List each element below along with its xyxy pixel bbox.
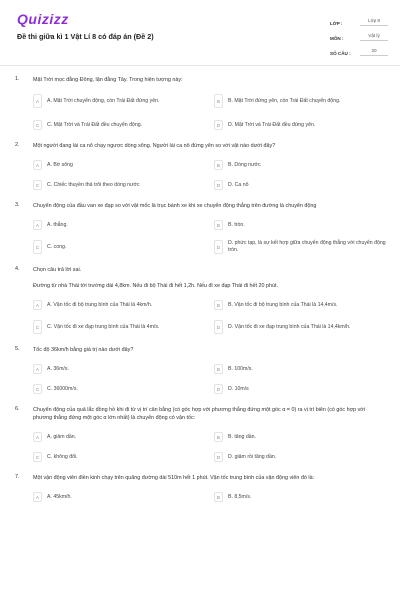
answer-options — [33, 220, 384, 254]
answer-option-d[interactable] — [214, 452, 386, 462]
question-5 — [0, 346, 400, 394]
option-text: B. tròn. — [228, 221, 245, 228]
meta-label: SỐ CÂU : — [330, 51, 351, 56]
option-letter-badge: B — [214, 94, 223, 108]
option-letter-badge: B — [214, 432, 223, 442]
option-text: B. 100m/s. — [228, 365, 253, 372]
answer-option-b[interactable] — [214, 492, 386, 502]
answer-option-b[interactable] — [214, 160, 386, 170]
option-letter-badge: B — [214, 220, 223, 230]
question-text: Tốc độ 36km/h bằng giá trị nào dưới đây? — [33, 347, 134, 353]
question-7 — [0, 474, 400, 502]
option-letter-badge: D — [214, 320, 223, 334]
option-letter-badge: D — [214, 384, 223, 394]
question-text: Chuyển động của đầu van xe đạp so với vật mốc là trục bánh xe khi xe chuyển động thẳng trên đường là chuyển động — [33, 203, 317, 209]
option-letter-badge: A — [33, 364, 42, 374]
question-3 — [0, 202, 400, 254]
page-title: Đề thi giữa kì 1 Vật Lí 8 có đáp án (Đề 2) — [17, 32, 154, 41]
option-text: B. tăng dần. — [228, 433, 256, 440]
option-text: D. Ca nô — [228, 181, 249, 188]
question-text: Một người đang lái ca nô chạy ngược dòng sông. Người lái ca nô đứng yên so với vật nào dưới đây? — [33, 143, 276, 149]
answer-option-b[interactable] — [214, 432, 386, 442]
answer-options — [33, 94, 384, 130]
answer-option-b[interactable] — [214, 364, 386, 374]
answer-option-d[interactable] — [214, 120, 386, 130]
answer-option-b[interactable] — [214, 300, 386, 310]
answer-option-d[interactable] — [214, 240, 386, 254]
answer-option-a[interactable] — [33, 492, 214, 502]
option-letter-badge: C — [33, 384, 42, 394]
answer-option-d[interactable] — [214, 180, 386, 190]
meta-value: Vật lý — [360, 33, 388, 41]
question-1 — [0, 76, 400, 130]
answer-option-a[interactable] — [33, 220, 214, 230]
answer-option-c[interactable] — [33, 240, 214, 254]
answer-options — [33, 160, 384, 190]
option-letter-badge: C — [33, 120, 42, 130]
answer-option-c[interactable] — [33, 320, 214, 334]
option-text: A. Vận tốc đi bộ trung bình của Thái là 4km/h. — [47, 301, 153, 308]
answer-option-a[interactable] — [33, 94, 214, 108]
option-text: C. Mặt Trời và Trái Đất đều chuyển động. — [47, 121, 143, 128]
meta-label: MÔN : — [330, 36, 344, 41]
question-subtext: Đường từ nhà Thái tới trường dài 4,8km. Nếu đi bộ Thái đi hết 1,2h. Nếu đi xe đạp Thái đi hết 20 phút. — [33, 283, 278, 289]
option-text: B. Mặt Trời đứng yên, còn Trái Đất chuyển động. — [228, 97, 341, 104]
option-letter-badge: B — [214, 364, 223, 374]
question-6 — [0, 406, 400, 462]
answer-options — [33, 300, 384, 334]
option-letter-badge: C — [33, 452, 42, 462]
option-letter-badge: C — [33, 240, 42, 254]
question-number: 2. — [15, 142, 20, 148]
option-letter-badge: B — [214, 300, 223, 310]
answer-option-a[interactable] — [33, 364, 214, 374]
question-text: Chuyển động của quả lắc đồng hồ khi đi từ vị trí cân bằng (có góc hợp với phương thẳng đứng một góc α = 0) ra vị trí biên (có góc hợp với phương thẳng đứng một góc α lớn nhất) là chuyển động có vận tốc: — [33, 407, 366, 421]
meta-value: Lớp 8 — [360, 18, 388, 26]
question-number: 6. — [15, 406, 20, 412]
meta-row-class — [330, 12, 388, 26]
question-text: Chọn câu trả lời sai. — [33, 267, 82, 273]
option-text: A. giảm dần. — [47, 433, 77, 440]
option-letter-badge: D — [214, 180, 223, 190]
option-text: C. 36000m/s. — [47, 385, 78, 392]
answer-options — [33, 492, 384, 502]
option-text: A. Bờ sông — [47, 161, 73, 168]
question-text: Một vận động viên điền kinh chạy trên quãng đường dài 510m hết 1 phút. Vận tốc trung bình của vận động viên đó là: — [33, 475, 315, 481]
option-text: A. Mặt Trời chuyển động, còn Trái Đất đứng yên. — [47, 97, 160, 104]
worksheet-header — [0, 0, 400, 66]
option-letter-badge: D — [214, 240, 223, 254]
answer-options — [33, 432, 384, 462]
option-letter-badge: A — [33, 220, 42, 230]
answer-option-b[interactable] — [214, 94, 386, 108]
question-number: 1. — [15, 76, 20, 82]
answer-option-a[interactable] — [33, 300, 214, 310]
option-text: B. Vận tốc đi bộ trung bình của Thái là 14,4m/s. — [228, 301, 338, 308]
option-letter-badge: B — [214, 160, 223, 170]
question-number: 7. — [15, 474, 20, 480]
answer-option-d[interactable] — [214, 320, 386, 334]
question-number: 4. — [15, 266, 20, 272]
meta-row-count — [330, 42, 388, 56]
option-text: B. 8,5m/s. — [228, 493, 252, 500]
question-list — [0, 76, 400, 502]
option-letter-badge: A — [33, 94, 42, 108]
option-text: A. 36m/s. — [47, 365, 69, 372]
option-letter-badge: D — [214, 452, 223, 462]
quizizz-logo: Quizizz — [17, 11, 69, 27]
option-letter-badge: C — [33, 320, 42, 334]
answer-option-c[interactable] — [33, 452, 214, 462]
option-letter-badge: A — [33, 492, 42, 502]
option-letter-badge: A — [33, 300, 42, 310]
meta-row-subject — [330, 27, 388, 41]
question-number: 3. — [15, 202, 20, 208]
answer-options — [33, 364, 384, 394]
option-letter-badge: B — [214, 492, 223, 502]
option-text: A. 45km/h. — [47, 493, 72, 500]
option-letter-badge: A — [33, 160, 42, 170]
meta-value: 20 — [360, 48, 388, 56]
option-letter-badge: C — [33, 180, 42, 190]
option-text: C. cong. — [47, 243, 67, 250]
question-4 — [0, 266, 400, 334]
option-text: C. không đổi. — [47, 453, 78, 460]
meta-label: LỚP : — [330, 21, 343, 26]
question-number: 5. — [15, 346, 20, 352]
answer-option-b[interactable] — [214, 220, 386, 230]
option-text: C. Chiếc thuyền thả trôi theo dòng nước — [47, 181, 140, 188]
option-text: D. phức tạp, là sự kết hợp giữa chuyển động thẳng với chuyển động tròn. — [228, 240, 386, 253]
option-text: C. Vận tốc đi xe đạp trung bình của Thái là 4m/s. — [47, 323, 160, 330]
option-text: D. 10m/s — [228, 385, 249, 392]
meta-info — [330, 12, 388, 57]
answer-option-c[interactable] — [33, 120, 214, 130]
option-text: D. giảm rồi tăng dần. — [228, 453, 277, 460]
answer-option-c[interactable] — [33, 384, 214, 394]
option-letter-badge: D — [214, 120, 223, 130]
answer-option-d[interactable] — [214, 384, 386, 394]
option-text: B. Dòng nước — [228, 161, 261, 168]
answer-option-c[interactable] — [33, 180, 214, 190]
question-2 — [0, 142, 400, 190]
answer-option-a[interactable] — [33, 160, 214, 170]
option-text: A. thẳng. — [47, 221, 68, 228]
option-text: D. Mặt Trời và Trái Đất đều đứng yên. — [228, 121, 316, 128]
option-text: D. Vận tốc đi xe đạp trung bình của Thái là 14,4km/h. — [228, 323, 351, 330]
question-text: Mặt Trời mọc đằng Đông, lặn đằng Tây. Trong hiện tượng này: — [33, 77, 183, 83]
option-letter-badge: A — [33, 432, 42, 442]
answer-option-a[interactable] — [33, 432, 214, 442]
